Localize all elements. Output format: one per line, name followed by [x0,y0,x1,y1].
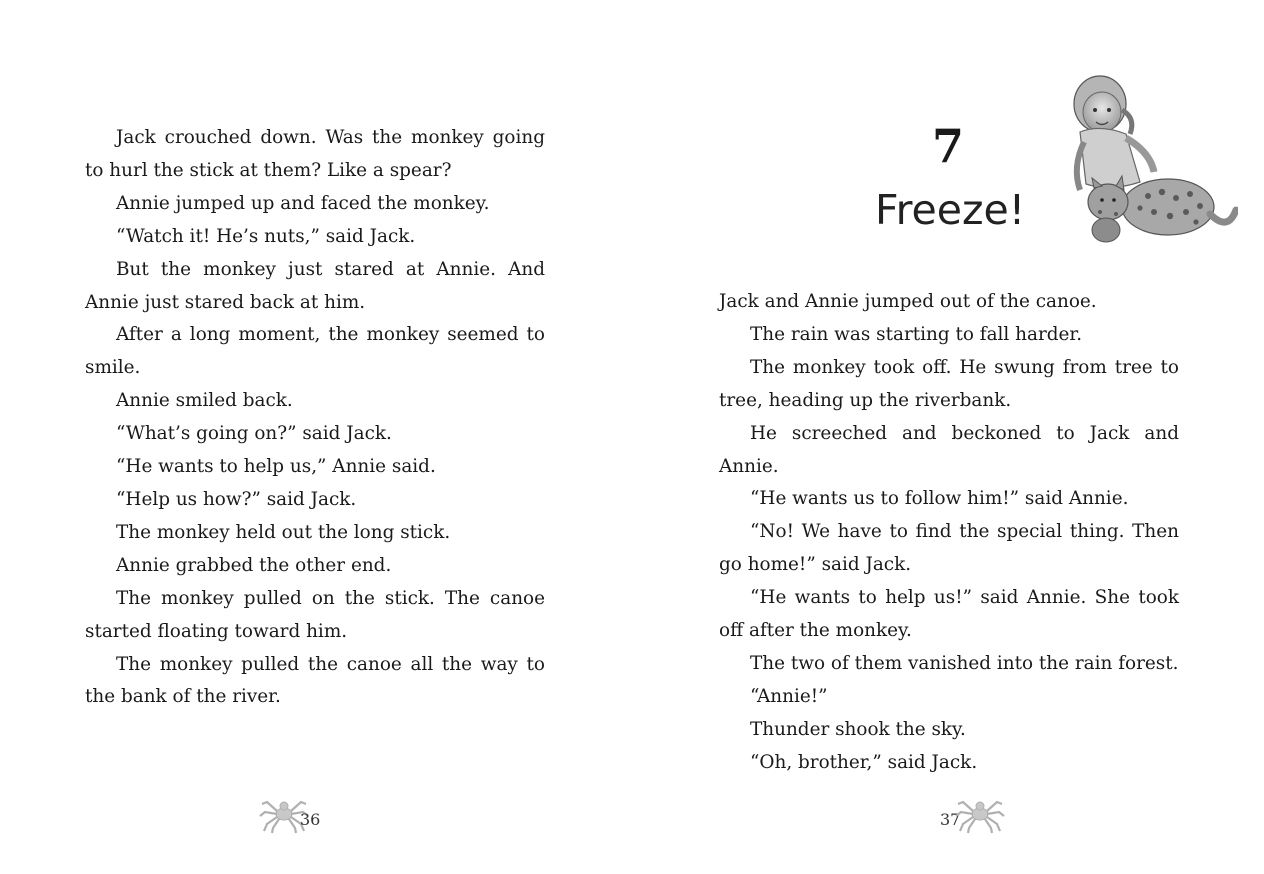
paragraph: The rain was starting to fall harder. [750,323,1083,345]
paragraph: “No! We have to find the special thing. Then go home!” said Jack. [719,521,1179,576]
spider-icon [954,794,1006,834]
page-footer [940,794,1020,834]
page-footer [258,794,338,834]
paragraph: The monkey held out the long stick. [116,521,451,543]
paragraph: Jack crouched down. Was the monkey going to hurl the stick at them? Like a spear? [85,127,545,181]
chapter-number: 7 [932,119,965,173]
paragraph: The monkey took off. He swung from tree to tree, heading up the riverbank. [719,356,1179,411]
paragraph: The monkey pulled the canoe all the way to the bank of the river. [85,653,545,708]
paragraph: Jack and Annie jumped out of the canoe. [719,291,1097,312]
paragraph: The monkey pulled on the stick. The canoe started floating toward him. [85,587,545,642]
paragraph: Thunder shook the sky. [750,718,966,740]
right-page [632,0,1264,874]
page-number: 36 [300,810,321,829]
girl-with-jaguar-cub-illustration [1050,72,1238,252]
page-number: 37 [940,810,961,829]
paragraph: “What’s going on?” said Jack. [116,423,392,445]
paragraph: “He wants to help us!” said Annie. She took off after the monkey. [719,587,1179,642]
paragraph: Annie jumped up and faced the monkey. [116,192,490,214]
paragraph: But the monkey just stared at Annie. And Annie just stared back at him. [85,258,545,313]
paragraph: “He wants us to follow him!” said Annie. [750,488,1129,510]
paragraph: Annie grabbed the other end. [116,554,392,576]
paragraph: Annie smiled back. [116,390,293,412]
paragraph: The two of them vanished into the rain forest. [750,652,1179,674]
chapter-title: Freeze! [875,186,1026,234]
paragraph: “Watch it! He’s nuts,” said Jack. [116,225,416,247]
paragraph: “Annie!” [750,685,828,707]
left-page-text [85,122,545,714]
right-page-text [719,286,1179,780]
paragraph: “Help us how?” said Jack. [116,488,357,510]
paragraph: He screeched and beckoned to Jack and Annie. [719,422,1179,477]
paragraph: “Oh, brother,” said Jack. [750,751,978,773]
paragraph: After a long moment, the monkey seemed to smile. [85,324,545,379]
paragraph: “He wants to help us,” Annie said. [116,456,436,478]
